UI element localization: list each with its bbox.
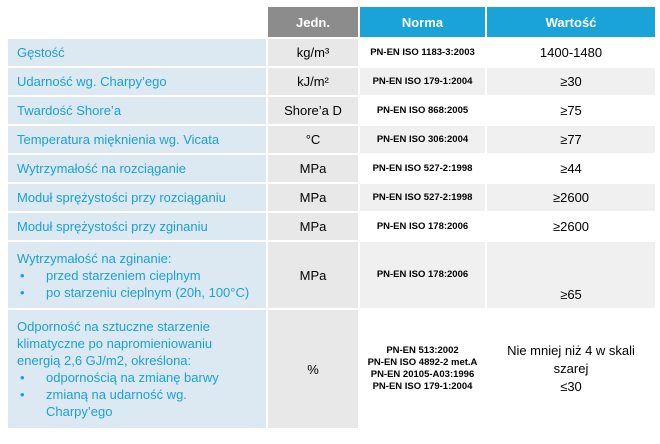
- property-value: ≥65: [485, 240, 655, 308]
- bullet-list: [17, 369, 266, 420]
- table-row: [8, 211, 655, 240]
- property-value: ≥30: [485, 66, 655, 95]
- table-row: [8, 153, 655, 182]
- property-name-line: energią 2,6 GJ/m2, określona:: [17, 353, 192, 368]
- property-name: Temperatura mięknienia wg. Vicata: [8, 124, 266, 153]
- table-row: [8, 66, 655, 95]
- property-value: ≥75: [485, 95, 655, 124]
- property-value: ≥77: [485, 124, 655, 153]
- table-row: [8, 182, 655, 211]
- property-name: Wytrzymałość na rozciąganie: [8, 153, 266, 182]
- header-unit: Jedn.: [266, 7, 358, 37]
- bullet-icon: •: [20, 267, 25, 283]
- property-unit: MPa: [266, 240, 358, 308]
- property-norm: PN-EN 20105-A03:1996: [370, 369, 475, 380]
- property-value: 1400-1480: [485, 37, 655, 66]
- header-blank: [8, 7, 266, 37]
- property-norm: PN-EN ISO 179-1:2004: [358, 66, 485, 95]
- property-name-group: [8, 308, 266, 428]
- property-unit: kJ/m²: [266, 66, 358, 95]
- property-name: Moduł sprężystości przy rozciąganiu: [8, 182, 266, 211]
- property-unit: kg/m³: [266, 37, 358, 66]
- table-row-bending: [8, 240, 655, 308]
- table-row-weathering: [8, 308, 655, 428]
- table-row: [8, 124, 655, 153]
- table-row: [8, 95, 655, 124]
- property-norm: PN-EN ISO 179-1:2004: [372, 381, 473, 392]
- property-value: ≥2600: [485, 211, 655, 240]
- bullet-icon: •: [20, 387, 25, 402]
- property-norm: PN-EN ISO 527-2:1998: [358, 182, 485, 211]
- list-item-label: zmianą na udarność wg.: [46, 387, 187, 402]
- property-name: Moduł sprężystości przy zginaniu: [8, 211, 266, 240]
- property-norm-group: [358, 308, 485, 428]
- property-norm: PN-EN ISO 1183-3:2003: [358, 37, 485, 66]
- property-unit: Shore’a D: [266, 95, 358, 124]
- properties-table: [8, 7, 655, 428]
- property-value: ≥2600: [485, 182, 655, 211]
- list-item: [17, 369, 266, 386]
- property-value-line: szarej: [553, 361, 589, 376]
- property-name: Udarność wg. Charpy’ego: [8, 66, 266, 95]
- list-item-label-continued: Charpy’ego: [46, 404, 113, 419]
- list-item: [17, 386, 266, 420]
- property-norm: PN-EN ISO 4892-2 met.A: [367, 357, 478, 368]
- bullet-icon: •: [20, 370, 25, 385]
- header-value: Wartość: [485, 7, 655, 37]
- list-item-label: przed starzeniem cieplnym: [46, 267, 201, 283]
- header-norm: Norma: [358, 7, 485, 37]
- list-item: [17, 267, 266, 284]
- bullet-icon: •: [20, 284, 25, 300]
- property-name-line: klimatyczne po napromieniowaniu: [17, 336, 213, 351]
- property-value-group: [485, 308, 655, 428]
- property-value-line: ≤30: [560, 379, 582, 394]
- header-row: [8, 7, 655, 37]
- property-name-line: Odporność na sztuczne starzenie: [17, 319, 210, 334]
- property-unit: MPa: [266, 211, 358, 240]
- property-unit: MPa: [266, 153, 358, 182]
- property-unit: MPa: [266, 182, 358, 211]
- property-norm: PN-EN ISO 306:2004: [358, 124, 485, 153]
- property-norm: PN-EN ISO 178:2006: [358, 211, 485, 240]
- list-item-label: odpornością na zmianę barwy: [46, 370, 219, 385]
- property-norm: PN-EN 513:2002: [386, 345, 459, 356]
- property-value-line: Nie mniej niż 4 w skali: [507, 343, 635, 358]
- table-row: [8, 37, 655, 66]
- property-norm: PN-EN ISO 868:2005: [358, 95, 485, 124]
- property-norm: PN-EN ISO 527-2:1998: [358, 153, 485, 182]
- property-norm: PN-EN ISO 178:2006: [358, 240, 485, 308]
- property-name: Twardość Shore’a: [8, 95, 266, 124]
- property-name: Wytrzymałość na zginanie:: [17, 250, 172, 266]
- list-item: [17, 284, 266, 301]
- property-value: ≥44: [485, 153, 655, 182]
- property-unit: °C: [266, 124, 358, 153]
- property-name: Gęstość: [8, 37, 266, 66]
- property-name-group: [8, 240, 266, 308]
- bullet-list: [17, 267, 266, 301]
- property-unit: %: [266, 308, 358, 428]
- list-item-label: po starzeniu cieplnym (20h, 100°C): [46, 284, 250, 300]
